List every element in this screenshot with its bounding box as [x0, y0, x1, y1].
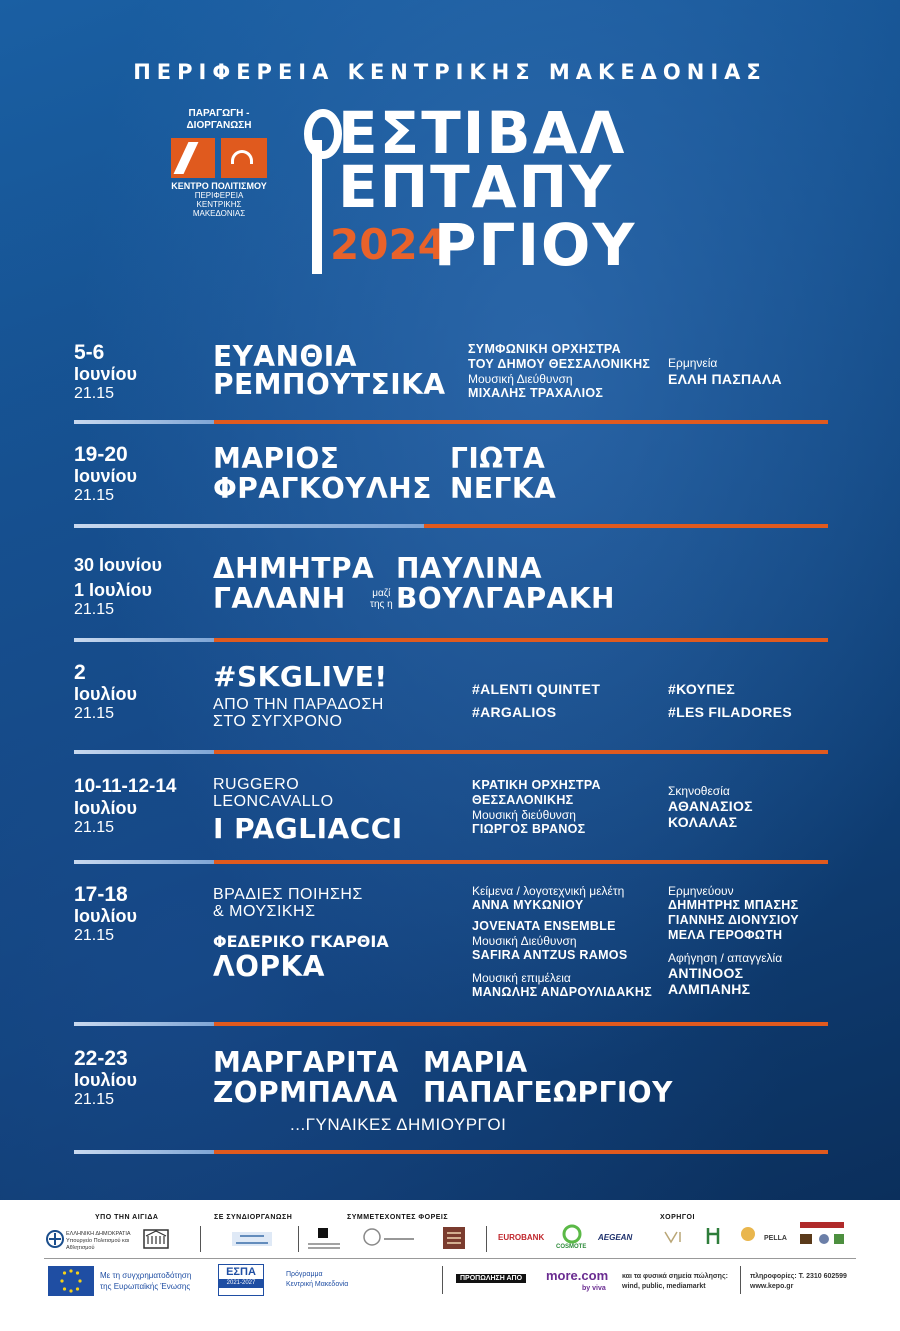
sponsor-pella: PELLA	[764, 1235, 787, 1242]
producer-sub-3: ΜΑΚΕΔΟΝΙΑΣ	[192, 209, 246, 218]
sponsors-heading: ΧΟΡΗΓΟΙ	[660, 1214, 695, 1221]
sponsors-footer	[0, 1200, 900, 1331]
artist-name: ΓΑΛΑΝΗ	[213, 582, 346, 615]
sponsor-eurobank: EUROBANK	[498, 1233, 545, 1242]
eu-cofunding-text: Με τη συγχρηματοδότηση της Ευρωπαϊκής Ένωσης	[100, 1271, 192, 1291]
artist-name: ΡΕΜΠΟΥΤΣΙΚΑ	[213, 368, 446, 401]
separator	[74, 1022, 828, 1026]
date-days: 5-6	[74, 341, 105, 364]
thessaloniki-logo-icon	[358, 1226, 418, 1252]
poet-name: ΦΕΔΕΡΙΚΟ ΓΚΑΡΘΙΑ	[213, 932, 389, 951]
sponsor-aegean: AEGEAN	[598, 1233, 633, 1242]
separator	[74, 860, 828, 864]
producer-label: ΠΑΡΑΓΩΓΗ -	[188, 108, 250, 119]
event-subtitle: ΣΤΟ ΣΥΓΧΡΟΝΟ	[213, 713, 343, 730]
kbbe-logo-icon	[440, 1224, 468, 1252]
event-date	[74, 662, 137, 724]
event-date	[74, 342, 137, 404]
phi-bowl-icon	[304, 108, 342, 160]
date-time: 21.15	[74, 1091, 115, 1108]
festival-wordmark	[310, 99, 637, 280]
event-row	[74, 662, 828, 742]
group-name: #ΚΟΥΠΕΣ	[668, 681, 736, 697]
cosmote-icon	[562, 1224, 582, 1244]
sponsor-cluster-icon	[798, 1220, 848, 1248]
date-time: 21.15	[74, 601, 115, 618]
divider	[200, 1226, 201, 1252]
artist-name: ΒΟΥΛΓΑΡΑΚΗ	[396, 582, 615, 615]
orchestra: ΚΡΑΤΙΚΗ ΟΡΧΗΣΤΡΑ	[472, 778, 601, 792]
event-date	[74, 884, 137, 946]
group-name: #ARGALIOS	[472, 704, 557, 720]
work-title: I PAGLIACCI	[213, 812, 403, 845]
producer-sub-1: ΠΕΡΙΦΕΡΕΙΑ	[194, 191, 244, 200]
artist-name: ΠΑΠΑΓΕΩΡΓΙΟΥ	[423, 1076, 673, 1109]
narrator: ΑΝΤΙΝΟΟΣ	[668, 965, 744, 981]
event-title: #SKGLIVE!	[213, 660, 388, 693]
divider	[298, 1226, 299, 1252]
event-subtitle: ΒΡΑΔΙΕΣ ΠΟΙΗΣΗΣ	[213, 886, 363, 903]
stores-text: και τα φυσικά σημεία πώλησης: wind, public, mediamarkt	[622, 1273, 728, 1290]
date-days: 19-20	[74, 443, 128, 466]
event-date	[74, 554, 162, 620]
festival-year: 2024	[330, 220, 447, 269]
credit-label: Κείμενα / λογοτεχνική μελέτη	[472, 884, 625, 898]
performer: ΕΛΛΗ ΠΑΣΠΑΛΑ	[668, 371, 782, 387]
artist-name: ΦΡΑΓΚΟΥΛΗΣ	[213, 472, 432, 505]
artist-name: ΕΥΑΝΘΙΑ	[213, 340, 357, 373]
date-month: Ιουλίου	[74, 798, 137, 818]
credit-label: Αφήγηση / απαγγελία	[668, 951, 783, 965]
eu-flag-icon	[48, 1266, 94, 1296]
artist-name: ΜΑΡΙΟΣ	[213, 442, 340, 475]
orchestra: ΘΕΣΣΑΛΟΝΙΚΗΣ	[472, 793, 574, 807]
event-subtitle: ΑΠΟ ΤΗΝ ΠΑΡΑΔΟΣΗ	[213, 696, 384, 713]
sponsor-logo-icon	[738, 1224, 758, 1248]
poet-surname: ΛΟΡΚΑ	[213, 950, 325, 983]
event-subtitle: & ΜΟΥΣΙΚΗΣ	[213, 903, 316, 920]
credit-label: Μουσική Διεύθυνση	[472, 934, 577, 948]
producer-label-2: ΔΙΟΡΓΑΝΩΣΗ	[186, 120, 252, 131]
coorganizer-logo-icon	[230, 1228, 274, 1250]
greek-emblem-icon	[46, 1230, 64, 1248]
date-time: 21.15	[74, 487, 115, 504]
presale-label: ΠΡΟΠΩΛΗΣΗ ΑΠΟ	[456, 1274, 526, 1283]
conductor: ΜΙΧΑΛΗΣ ΤΡΑΧΑΛΙΟΣ	[468, 386, 604, 400]
artist-name: ΓΙΩΤΑ	[450, 442, 546, 475]
ensemble: JOVENATA ENSEMBLE	[472, 919, 616, 933]
morecom-link[interactable]: more.com	[546, 1268, 609, 1283]
connector-line-2: της η	[370, 599, 393, 610]
event-row	[74, 776, 828, 856]
aegis-heading: ΥΠΟ ΤΗΝ ΑΙΓΙΔΑ	[95, 1214, 159, 1221]
date-month: 1 Ιουλίου	[74, 580, 152, 600]
event-row	[74, 884, 828, 1014]
producer-block	[164, 108, 274, 218]
divider	[486, 1226, 487, 1252]
date-month: Ιουλίου	[74, 906, 137, 926]
artist-name: ΜΑΡΙΑ	[423, 1046, 528, 1079]
date-time: 21.15	[74, 819, 115, 836]
contact-text: πληροφορίες: Τ. 2310 602599 www.kepo.gr	[750, 1273, 847, 1290]
narrator: ΑΛΜΠΑΝΗΣ	[668, 981, 751, 997]
holiday-inn-icon	[704, 1222, 728, 1248]
ministry-text: ΕΛΛΗΝΙΚΗ ΔΗΜΟΚΡΑΤΙΑ Υπουργείο Πολιτισμού και Αθλητισμού	[66, 1231, 131, 1251]
credit-label: Μουσική διεύθυνση	[472, 808, 576, 822]
event-row	[74, 342, 828, 422]
separator	[74, 750, 828, 754]
date-time: 21.15	[74, 385, 115, 402]
separator	[74, 1150, 828, 1154]
date-month: Ιουλίου	[74, 684, 137, 704]
separator	[74, 524, 828, 528]
credit-label: Μουσική Διεύθυνση	[468, 372, 573, 386]
vandic-logo-icon	[662, 1226, 696, 1246]
event-row	[74, 1048, 828, 1138]
festival-line-3: ΡΓΙΟΥ	[434, 211, 637, 279]
date-month: Ιουνίου	[74, 466, 137, 486]
producer-org: ΚΕΝΤΡΟ ΠΟΛΙΤΙΣΜΟΥ	[171, 181, 267, 191]
artist-name: ΔΗΜΗΤΡΑ	[213, 552, 375, 585]
event-date	[74, 1048, 137, 1110]
performer: ΓΙΑΝΝΗΣ ΔΙΟΝΥΣΙΟΥ	[668, 913, 799, 927]
artist-name: ΖΟΡΜΠΑΛΑ	[213, 1076, 398, 1109]
composer: RUGGERO	[213, 776, 300, 793]
date-days: 22-23	[74, 1047, 128, 1070]
region-title: ΠΕΡΙΦΕΡΕΙΑ ΚΕΝΤΡΙΚΗΣ ΜΑΚΕΔΟΝΙΑΣ	[133, 60, 767, 84]
footer-divider	[44, 1258, 856, 1259]
composer: LEONCAVALLO	[213, 793, 334, 810]
credit-label: Ερμηνεύουν	[668, 884, 734, 898]
date-days: 30 Ιουνίου	[74, 555, 162, 575]
conductor: ΓΙΩΡΓΟΣ ΒΡΑΝΟΣ	[472, 822, 586, 836]
credit-value: ΜΑΝΩΛΗΣ ΑΝΔΡΟΥΛΙΔΑΚΗΣ	[472, 985, 652, 999]
sponsor-cosmote: COSMOTE	[556, 1244, 587, 1250]
espa-years: 2021-2027	[219, 1279, 263, 1288]
date-days: 10-11-12-14	[74, 776, 177, 797]
partners-heading: ΣΥΜΜΕΤΕΧΟΝΤΕΣ ΦΟΡΕΙΣ	[347, 1214, 449, 1221]
espa-logo	[218, 1264, 264, 1296]
credit-value: ΑΝΝΑ ΜΥΚΩΝΙΟΥ	[472, 898, 584, 912]
espa-label: ΕΣΠΑ	[226, 1266, 256, 1278]
event-date	[74, 776, 176, 838]
event-row	[74, 554, 828, 634]
orchestra: ΤΟΥ ΔΗΜΟΥ ΘΕΣΣΑΛΟΝΙΚΗΣ	[468, 357, 651, 371]
date-month: Ιουνίου	[74, 364, 137, 384]
cultural-center-logo-icon	[171, 138, 267, 178]
divider	[740, 1266, 741, 1294]
performer: ΔΗΜΗΤΡΗΣ ΜΠΑΣΗΣ	[668, 898, 799, 912]
date-days: 2	[74, 661, 86, 684]
producer-sub-2: ΚΕΝΤΡΙΚΗΣ	[196, 200, 242, 209]
group-name: #ALENTI QUINTET	[472, 681, 601, 697]
artist-name: ΠΑΥΛΙΝΑ	[396, 552, 543, 585]
group-name: #LES FILADORES	[668, 704, 792, 720]
event-row	[74, 444, 828, 524]
director: ΑΘΑΝΑΣΙΟΣ	[668, 798, 753, 814]
viva-label: by viva	[582, 1285, 606, 1292]
date-month: Ιουλίου	[74, 1070, 137, 1090]
artist-name: ΝΕΓΚΑ	[450, 472, 557, 505]
separator	[74, 420, 828, 424]
date-time: 21.15	[74, 927, 115, 944]
date-days: 17-18	[74, 883, 128, 906]
separator	[74, 638, 828, 642]
state-orchestra-logo-icon	[304, 1226, 344, 1252]
artist-name: ΜΑΡΓΑΡΙΤΑ	[213, 1046, 399, 1079]
espa-program-text: Πρόγραμμα Κεντρική Μακεδονία	[286, 1271, 349, 1288]
connector-line-1: μαζί	[372, 588, 391, 599]
event-date	[74, 444, 137, 506]
connector-text	[370, 588, 393, 610]
festival-line-2: ΕΠΤΑΠΥ	[338, 153, 614, 221]
divider	[442, 1266, 443, 1294]
coorg-heading: ΣΕ ΣΥΝΔΙΟΡΓΑΝΩΣΗ	[214, 1214, 293, 1221]
conductor: SAFIRA ANTZUS RAMOS	[472, 948, 628, 962]
credit-label: Μουσική επιμέλεια	[472, 971, 571, 985]
credit-label: Ερμηνεία	[668, 356, 718, 370]
phi-stem-icon	[312, 140, 322, 274]
credit-label: Σκηνοθεσία	[668, 784, 730, 798]
event-subtitle: ...ΓΥΝΑΙΚΕΣ ΔΗΜΙΟΥΡΓΟΙ	[290, 1115, 507, 1134]
director: ΚΟΛΑΛΑΣ	[668, 814, 738, 830]
unesco-icon	[142, 1228, 170, 1250]
festival-line-1: ΕΣΤΙΒΑΛ	[338, 99, 627, 167]
date-time: 21.15	[74, 705, 115, 722]
performer: ΜΕΛΑ ΓΕΡΟΦΩΤΗ	[668, 928, 783, 942]
orchestra: ΣΥΜΦΩΝΙΚΗ ΟΡΧΗΣΤΡΑ	[468, 342, 621, 356]
